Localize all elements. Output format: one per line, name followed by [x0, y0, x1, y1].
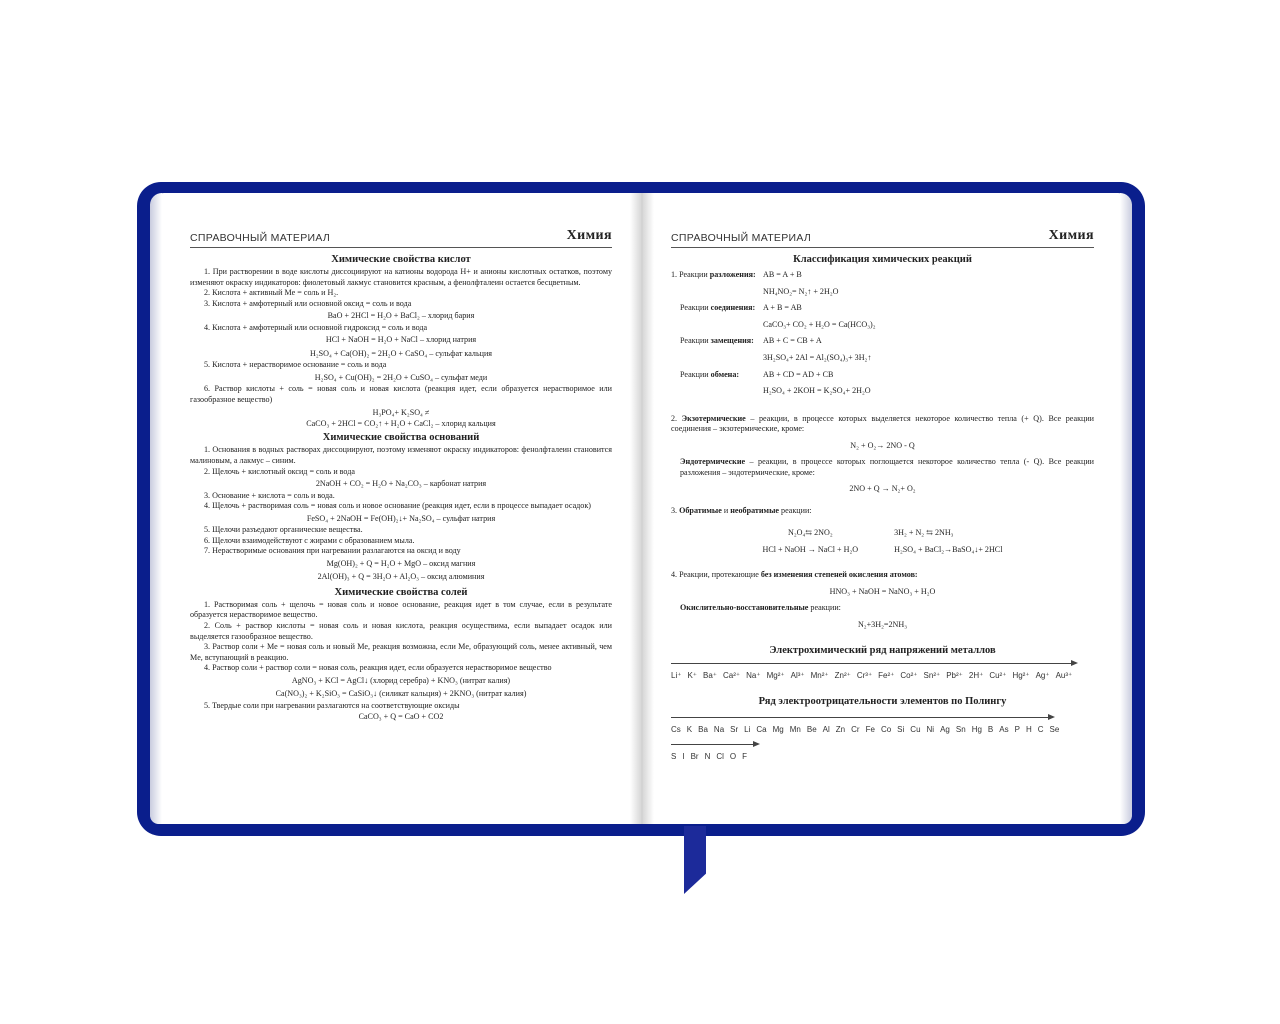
electronegativity-series-line1: [671, 723, 1094, 737]
series-ion: Hg²⁺: [1012, 670, 1030, 680]
decomposition-scheme: AB = A + B: [763, 270, 802, 279]
combination-row: [671, 300, 1094, 317]
salts-p5: 5. Твердые соли при нагревании разлагаются на соответствующие оксиды: [204, 700, 460, 710]
bases-eq1: 2NaOH + CO₂ = H₂O + Na₂CO₃ – карбонат натрия: [315, 479, 487, 489]
acids-p1: 1. При растворении в воде кислоты диссоциируют на катионы водорода H+ и анионы кислотных остатков, поэтому изменяют окраску индикаторов: фиолетовый лакмус становится красным, а фенолфталеин остается бесцветным.: [190, 267, 612, 287]
series-ion: Mn²⁺: [810, 670, 829, 680]
subject-title: Химия: [1048, 228, 1094, 243]
section-label: СПРАВОЧНЫЙ МАТЕРИАЛ: [190, 232, 331, 244]
substitution-eq: 3H₂SO₄+ 2Al = Al₂(SO₄)₃+ 3H₂↑: [763, 352, 872, 362]
page-edge-right: [1120, 193, 1132, 824]
redox-bold: без изменения степеней окисления атомов:: [760, 570, 918, 580]
series-element: Ca: [756, 724, 767, 734]
right-page: [642, 193, 1132, 824]
exothermic-eq: N₂ + O₂→ 2NO - Q: [850, 440, 915, 450]
combination-scheme: A + B = AB: [763, 303, 802, 313]
series-ion: Ba⁺: [703, 670, 718, 680]
acids-eq5: H₃PO₄+ K₂SO₄ ≠: [372, 408, 430, 418]
substitution-eq-row: [671, 350, 1094, 367]
redox-intro: [671, 570, 1094, 581]
left-page-header: [190, 228, 612, 248]
salts-eq2: Ca(NO₃)₂ + K₂SiO₃ = CaSiO₃↓ (силикат кальция) + 2KNO₃ (нитрат калия): [275, 689, 527, 699]
exchange-eq: H₂SO₄ + 2KOH = K₂SO₄+ 2H₂O: [763, 386, 871, 396]
substitution-scheme: AB + C = CB + A: [763, 336, 822, 346]
bases-p6: 6. Щелочи взаимодействуют с жирами с образованием мыла.: [204, 535, 415, 545]
exchange-row: [671, 367, 1094, 384]
combination-eq: CaCO₃+ CO₂ + H₂O = Ca(HCO₃)₂: [763, 319, 876, 329]
irreversible-eq1: HCl + NaOH → NaCl + H₂O: [762, 544, 859, 554]
series-element: Cu: [910, 724, 921, 734]
electrochemical-series-title: Электрохимический ряд напряжений металлов: [769, 644, 996, 656]
series2-arrow: [671, 712, 1094, 723]
redox-pre: 4. Реакции, протекающие: [671, 570, 761, 580]
series-element: Be: [806, 724, 817, 734]
redox-eq2: N₂+3H₂=2NH₃: [857, 619, 908, 629]
salts-p4: 4. Раствор соли + раствор соли = новая соль, реакция идет, если образуется нерастворимое вещество: [204, 663, 552, 673]
endo-text: – реакции, в процессе которых поглощается некоторое количество тепла (- Q). Все реакции разложения – эндотермические, кроме:: [680, 456, 1094, 477]
series-element: Cl: [716, 751, 724, 761]
decomposition-row: [671, 267, 1094, 284]
series-element: Br: [690, 751, 699, 761]
series-element: Li: [744, 724, 751, 734]
exchange-eq-row: [671, 383, 1094, 400]
acids-p4: 4. Кислота + амфотерный или основной гидроксид = соль и вода: [204, 322, 428, 332]
acids-p5: 5. Кислота + нерастворимое основание = соль и вода: [204, 360, 387, 370]
exo-num: 2.: [671, 413, 682, 423]
right-page-header: [671, 228, 1094, 248]
series-element: B: [987, 724, 994, 734]
combination-eq-row: [671, 317, 1094, 334]
series-ion: Fe²⁺: [878, 670, 895, 680]
bases-p4: 4. Щелочь + растворимая соль = новая соль и новое основание (реакция идет, если в процессе выпадает осадок): [204, 501, 591, 511]
reversible-text: [671, 506, 1094, 517]
acids-p2: 2. Кислота + активный Me = соль и H₂.: [204, 288, 339, 298]
series-element: O: [729, 751, 737, 761]
series-ion: Na⁺: [746, 670, 761, 680]
series-element: Na: [713, 724, 725, 734]
series-element: Cr: [851, 724, 860, 734]
bases-p7: 7. Нерастворимые основания при нагревании разлагаются на оксид и воду: [204, 546, 461, 556]
series-element: N: [704, 751, 711, 761]
decomposition-eq-row: [671, 284, 1094, 301]
bases-eq2: FeSO₄ + 2NaOH = Fe(OH)₂↓+ Na₂SO₄ – сульфат натрия: [306, 513, 496, 523]
electronegativity-title: Ряд электроотрицательности элементов по Полингу: [758, 695, 1007, 707]
series-element: Se: [1049, 724, 1060, 734]
acids-eq2: HCl + NaOH = H₂O + NaCl – хлорид натрия: [325, 335, 477, 345]
endo-bold: Эндотермические: [680, 456, 746, 466]
series-element: Co: [880, 724, 892, 734]
series-element: P: [1014, 724, 1020, 734]
salts-eq1: AgNO₃ + KCl = AgCl↓ (хлорид серебра) + KNO₃ (нитрат калия): [291, 675, 511, 685]
irreversible-eq2: H₂SO₄ + BaCl₂→BaSO₄↓+ 2HCl: [894, 544, 1003, 554]
series2b-arrow: [671, 739, 1094, 750]
salts-p3: 3. Раствор соли + Me = новая соль и новый Me, реакция возможна, если Me, образующий соль, менее активный, чем Me, вступающий в реакцию.: [190, 642, 612, 662]
combination-label: [680, 300, 763, 317]
bases-p2: 2. Щелочь + кислотный оксид = соль и вода: [204, 466, 355, 476]
exo-text: – реакции, в процессе которых выделяется некоторое количество тепла (+ Q). Все реакции соединения – экзотермические, кроме:: [671, 413, 1094, 434]
series-element: Mn: [789, 724, 801, 734]
decomposition-eq: NH₄NO₂= N₂↑ + 2H₂O: [763, 286, 839, 296]
bases-p3: 3. Основание + кислота = соль и вода.: [204, 490, 335, 500]
exothermic-text: [671, 414, 1094, 435]
subject-title: Химия: [566, 228, 612, 243]
bases-eq4: 2Al(OH)₃ + Q = 3H₂O + Al₂O₃ – оксид алюминия: [317, 572, 485, 582]
exchange-scheme: AB + CD = AD + CB: [763, 369, 834, 379]
series-element: H: [1025, 724, 1032, 734]
subst-pre: Реакции: [680, 336, 711, 346]
salts-eq3: CaCO₃ + Q = CaO + CO2: [358, 712, 444, 722]
series-element: Sn: [955, 724, 966, 734]
series-ion: Mg²⁺: [766, 670, 785, 680]
decomp-bold: разложения:: [709, 270, 756, 279]
subst-bold: замещения:: [710, 336, 754, 346]
acids-title: Химические свойства кислот: [331, 254, 471, 265]
rev-bold2: необратимые: [730, 506, 779, 516]
series-element: C: [1037, 724, 1044, 734]
substitution-label: [680, 333, 763, 350]
series-element: Mg: [772, 724, 784, 734]
series-ion: Co²⁺: [900, 670, 918, 680]
series-ion: Ag⁺: [1035, 670, 1050, 680]
series-ion: Pb²⁺: [946, 670, 963, 680]
exch-pre: Реакции: [680, 369, 711, 379]
series-ion: Ca²⁺: [723, 670, 741, 680]
bases-eq3: Mg(OH)₂ + Q = H₂O + MgO – оксид магния: [326, 558, 476, 568]
series-element: S: [671, 751, 677, 761]
exo-bold: Экзотермические: [681, 413, 746, 423]
reversible-equations: [671, 525, 1094, 559]
salts-title: Химические свойства солей: [334, 586, 468, 598]
redox-title-bold: Окислительно-восстановительные: [680, 602, 809, 612]
acids-eq4: H₂SO₄ + Cu(OH)₂ = 2H₂O + CuSO₄ – сульфат меди: [314, 372, 488, 382]
section-label: СПРАВОЧНЫЙ МАТЕРИАЛ: [671, 232, 812, 244]
acids-eq1: BaO + 2HCl = H₂O + BaCl₂ – хлорид бария: [327, 311, 475, 321]
decomp-pre: 1. Реакции: [671, 270, 710, 279]
redox-post: реакции:: [808, 602, 841, 612]
rev-bold1: Обратимые: [679, 506, 722, 516]
series1-arrow: [671, 658, 1094, 669]
bases-p5: 5. Щелочи разъедают органические вещества.: [204, 525, 363, 535]
series-element: Cs: [671, 724, 681, 734]
left-page: [150, 193, 638, 824]
decomposition-label: [671, 267, 763, 284]
bases-title: Химические свойства оснований: [322, 432, 480, 444]
series-element: Fe: [865, 724, 875, 734]
series-element: F: [742, 751, 748, 761]
series-element: As: [999, 724, 1009, 734]
series-element: Hg: [971, 724, 982, 734]
series-element: I: [682, 751, 685, 761]
series-ion: K⁺: [687, 670, 698, 680]
reversible-eq1: N₂O₄⇆ 2NO₂: [787, 527, 833, 537]
series-element: K: [686, 724, 693, 734]
series-ion: Au³⁺: [1055, 670, 1073, 680]
series-element: Ag: [940, 724, 950, 734]
salts-p1: 1. Растворимая соль + щелочь = новая соль и новое основание, реакция идет в том случае, если в результате образуется нерастворимое вещество.: [190, 599, 612, 620]
redox-eq1: HNO₃ + NaOH = NaNO₃ + H₂O: [829, 586, 936, 596]
comb-bold: соединения:: [710, 303, 756, 313]
bases-p1: 1. Основания в водных растворах диссоциируют, поэтому изменяют окраску индикаторов: фенолфталеин становится малиновым, а лакмус – синим.: [190, 445, 612, 465]
classification-title: Классификация химических реакций: [793, 254, 972, 265]
series-ion: Al³⁺: [790, 670, 805, 680]
series-ion: Zn²⁺: [834, 670, 851, 680]
reversible-eq2: 3H₂ + N₂ ⇆ 2NH₃: [894, 527, 954, 537]
rev-mid: и: [721, 506, 731, 516]
comb-pre: Реакции: [680, 303, 711, 313]
endothermic-eq: 2NO + Q → N₂+ O₂: [849, 484, 916, 494]
series-element: Sr: [730, 724, 739, 734]
series-element: Ni: [926, 724, 935, 734]
series-ion: 2H⁺: [968, 670, 984, 680]
endothermic-text: [671, 457, 1094, 478]
page-edge-left: [150, 193, 162, 824]
series-ion: Cu²⁺: [989, 670, 1007, 680]
electronegativity-series-line2: [671, 750, 1094, 764]
book-gutter: [630, 193, 654, 824]
exchange-label: [680, 367, 763, 384]
rev-pre: 3.: [671, 506, 680, 516]
series-element: Zn: [835, 724, 846, 734]
series-element: Al: [822, 724, 830, 734]
electrochemical-series: [671, 669, 1094, 683]
redox-text: [671, 603, 1094, 614]
substitution-row: [671, 333, 1094, 350]
series-ion: Sn²⁺: [923, 670, 941, 680]
rev-post: реакции:: [779, 506, 812, 516]
series-element: Ba: [698, 724, 708, 734]
acids-eq6: CaCO₃ + 2HCl = CO₂↑ + H₂O + CaCl₂ – хлорид кальция: [306, 419, 496, 429]
acids-eq3: H₂SO₄ + Ca(OH)₂ = 2H₂O + CaSO₄ – сульфат кальция: [309, 348, 493, 358]
series-ion: Li⁺: [671, 670, 682, 680]
acids-p3: 3. Кислота + амфотерный или основной оксид = соль и вода: [204, 298, 412, 308]
series-element: Si: [897, 724, 905, 734]
salts-p2: 2. Соль + раствор кислоты = новая соль и новая кислота, реакция осуществима, если выпадает осадок или выделяется газообразное вещество.: [190, 620, 612, 641]
acids-p6: 6. Раствор кислоты + соль = новая соль и новая кислота (реакция идет, если образуется нерастворимое или газообразное вещество): [190, 384, 612, 404]
bookmark-ribbon: [684, 826, 706, 894]
exch-bold: обмена:: [710, 369, 740, 379]
series-ion: Cr³⁺: [856, 670, 873, 680]
